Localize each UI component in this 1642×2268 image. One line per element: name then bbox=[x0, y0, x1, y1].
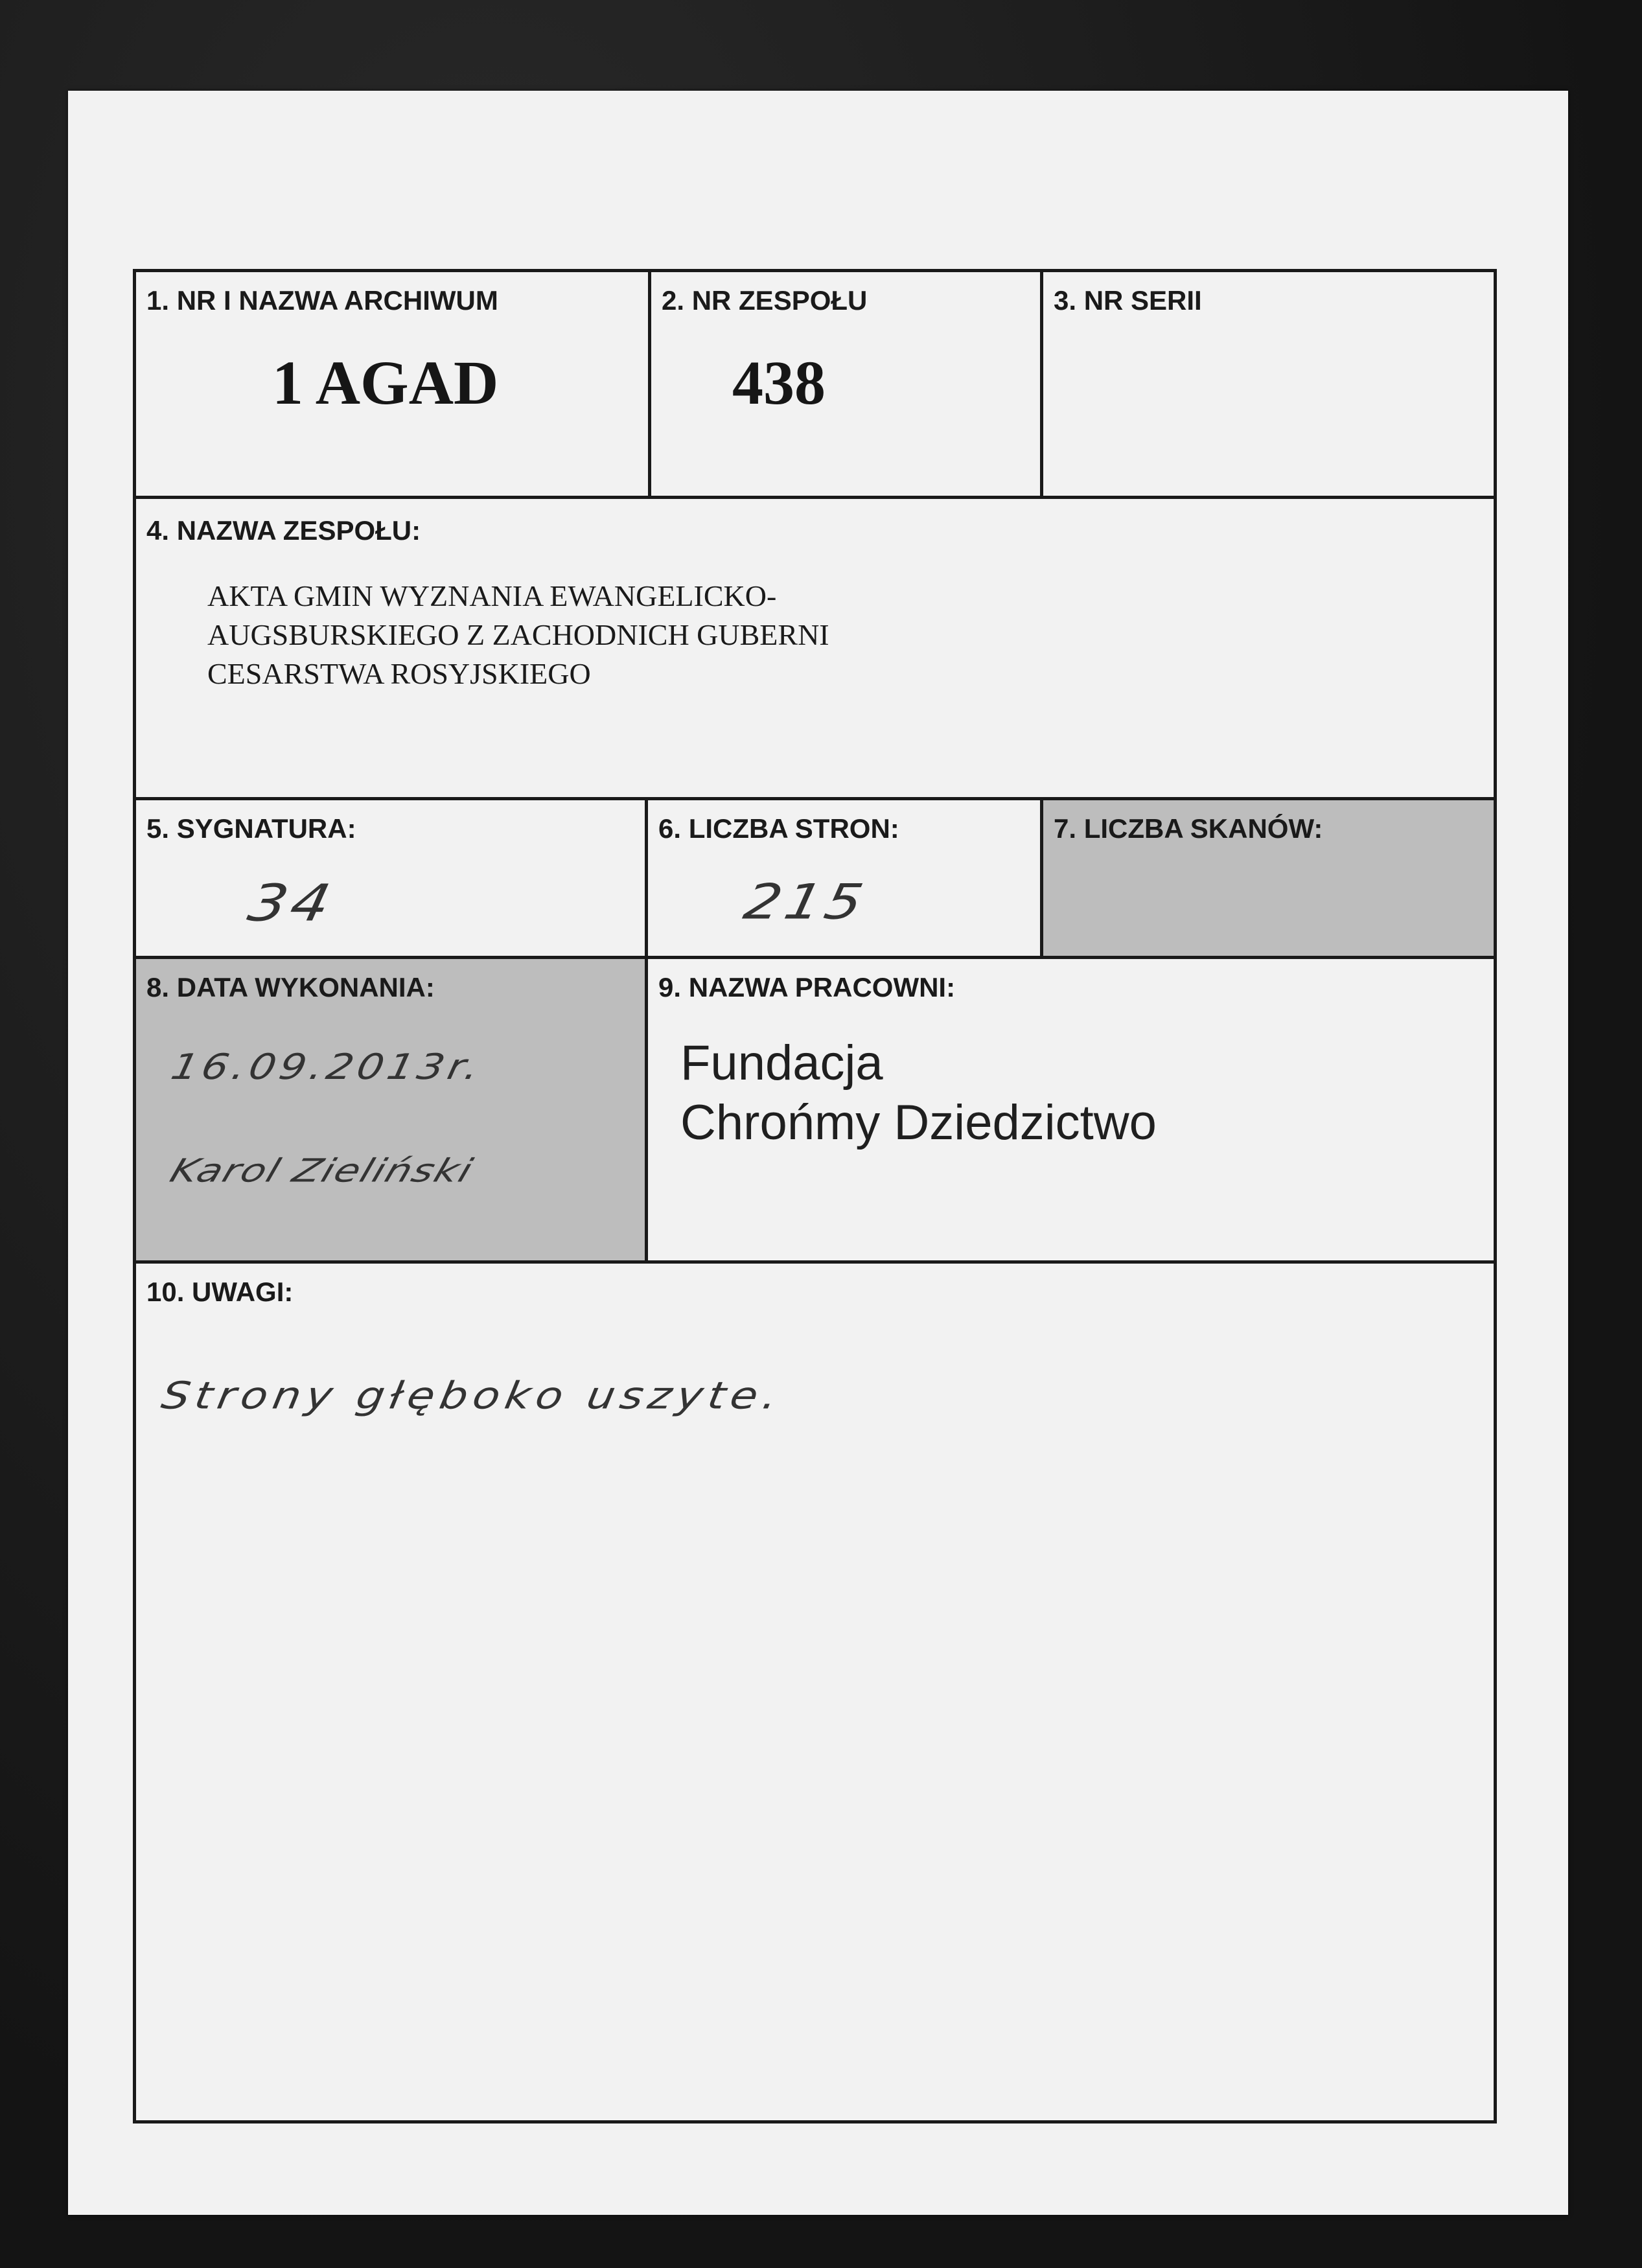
field-6-page-count bbox=[648, 800, 1043, 959]
field-4-label: 4. NAZWA ZESPOŁU: bbox=[146, 515, 421, 546]
field-4-fond-name bbox=[136, 499, 1494, 800]
field-3-series-number bbox=[1043, 272, 1494, 499]
field-5-label: 5. SYGNATURA: bbox=[146, 813, 356, 844]
field-3-label: 3. NR SERII bbox=[1054, 285, 1202, 316]
fond-name-line: AKTA GMIN WYZNANIA EWANGELICKO- bbox=[207, 579, 777, 612]
field-9-label: 9. NAZWA PRACOWNI: bbox=[658, 972, 956, 1002]
fond-name-line: CESARSTWA ROSYJSKIEGO bbox=[207, 657, 591, 690]
archive-name-value: 1 AGAD bbox=[272, 348, 499, 417]
workshop-name-text bbox=[680, 1034, 1157, 1153]
archive-card-sheet bbox=[68, 91, 1568, 2215]
field-8-label: 8. DATA WYKONANIA: bbox=[146, 972, 435, 1002]
field-1-archive bbox=[136, 272, 651, 499]
field-2-fond-number bbox=[651, 272, 1043, 499]
fond-name-text bbox=[207, 577, 829, 693]
field-9-workshop-name bbox=[648, 959, 1494, 1264]
field-1-label: 1. NR I NAZWA ARCHIWUM bbox=[146, 285, 498, 316]
field-10-remarks bbox=[136, 1264, 1494, 2120]
field-5-signature-number bbox=[136, 800, 648, 959]
field-6-label: 6. LICZBA STRON: bbox=[658, 813, 899, 844]
handwritten-page-count: 215 bbox=[739, 873, 872, 931]
handwritten-signature: Karol Zieliński bbox=[165, 1151, 479, 1190]
field-10-label: 10. UWAGI: bbox=[146, 1277, 294, 1307]
field-7-scan-count bbox=[1043, 800, 1494, 959]
handwritten-remarks: Strony głęboko uszyte. bbox=[158, 1374, 786, 1418]
handwritten-date: 16.09.2013r. bbox=[167, 1047, 487, 1088]
field-2-label: 2. NR ZESPOŁU bbox=[662, 285, 868, 316]
workshop-name-line: Fundacja bbox=[680, 1036, 883, 1091]
archive-form bbox=[133, 269, 1497, 2123]
field-7-label: 7. LICZBA SKANÓW: bbox=[1054, 813, 1323, 844]
field-8-completion-date bbox=[136, 959, 648, 1264]
fond-number-value: 438 bbox=[732, 348, 826, 417]
handwritten-call-number: 34 bbox=[243, 874, 340, 932]
workshop-name-line: Chrońmy Dziedzictwo bbox=[680, 1095, 1157, 1150]
fond-name-line: AUGSBURSKIEGO Z ZACHODNICH GUBERNI bbox=[207, 618, 829, 651]
